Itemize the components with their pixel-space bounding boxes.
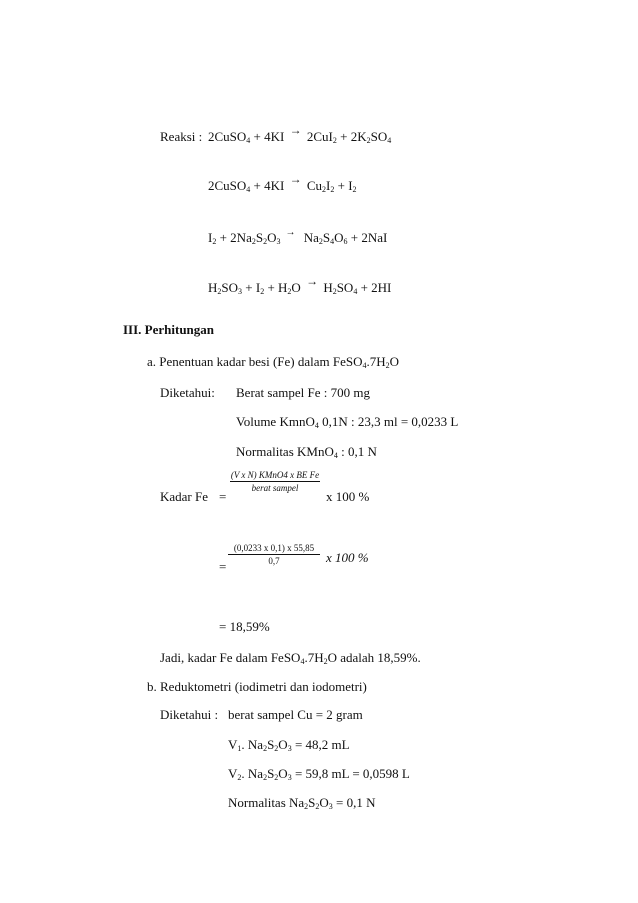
arrow-icon: → [285,227,296,238]
known-cu-mass: berat sampel Cu = 2 gram [228,707,363,722]
equals-sign-2: = [219,559,227,574]
known-volume: Volume KmnO$_4$ 0,1N : 23,3 ml = 0,0233 L [236,414,459,430]
known-normality: Normalitas KMnO$_4$ : 0,1 N [236,444,377,460]
formula-fraction [230,470,320,493]
arrow-icon: → [289,123,302,137]
reaction-2: 2CuSO$_4$ + $4KI \to Cu_2I_2 + I_2$ [208,172,357,194]
formula-numerator: (V x N) KMnO4 x BE Fe [230,470,320,480]
known-sample-mass: Berat sampel Fe : 700 mg [236,385,370,400]
result: = 18,59% [219,619,270,634]
arrow-icon: → [306,274,319,288]
reaction-label: Reaksi : [160,129,203,144]
arrow-icon: → [289,172,302,186]
times-100-b: x 100 % [326,550,369,565]
equals-sign: = [219,489,227,504]
known-normality-b: Normalitas $Na_2S_2O_3 = 0,1$ N [228,795,376,811]
times-100: x 100 % [326,489,370,504]
calc-denominator: 0,7 [268,556,280,566]
reaction-3: $I_2 + 2Na_2S_2O_3^\to$ $Na_2S_4O_6 + 2NaI$ [208,227,388,246]
known-label: Diketahui: [160,385,215,400]
part-b-heading: b. Reduktometri (iodimetri dan iodometri) [147,679,367,694]
known-v2: $V_2$. $Na_2S_2O_3 = 59,8$ mL = 0,0598 L [228,766,410,782]
reaction-1: 2CuSO$_4$ + $4KI \to 2CuI_2 + 2K_2SO_4$ [208,123,392,145]
calc-fraction [228,543,320,566]
known-label-b: Diketahui : [160,707,219,722]
kadar-label: Kadar Fe [160,489,209,504]
part-a-heading: a. Penentuan kadar besi (Fe) dalam $FeSO_4.7H_2O$ [147,354,400,370]
section-title: III. Perhitungan [123,322,215,337]
known-v1: $V_1$. $Na_2S_2O_3 = 48,2$ mL [228,737,350,753]
conclusion: Jadi, kadar Fe dalam $FeSO_4.7H_2O$ adalah 18,59%. [160,650,421,666]
calc-numerator: (0,0233 x 0,1) x 55,85 [233,543,315,553]
reaction-4: $H_2SO_3 + I_2 + H_2O \to H_2SO_4 + 2HI$ [208,274,392,296]
formula-denominator: berat sampel [251,483,299,493]
